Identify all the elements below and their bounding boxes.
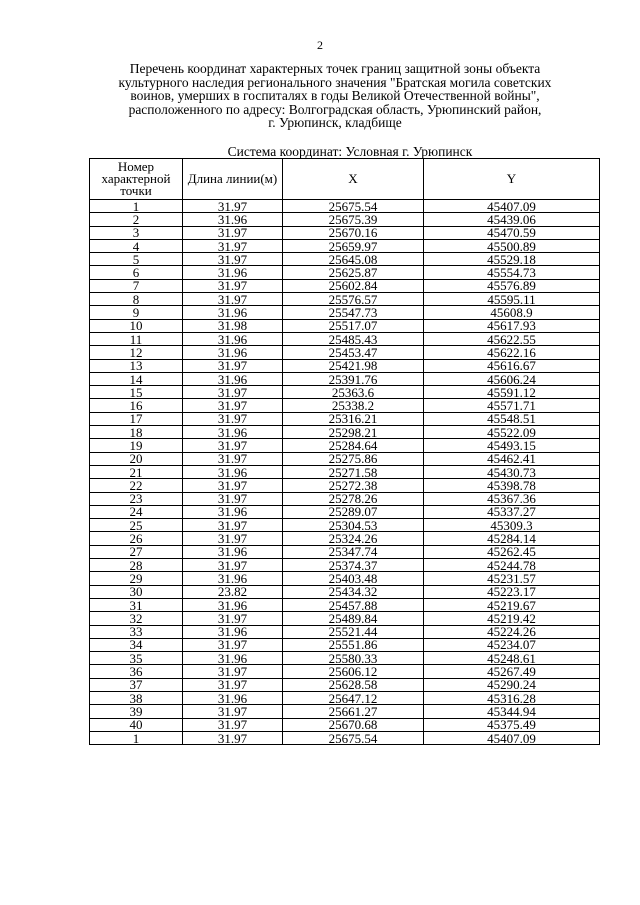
cell-point-number: 1	[90, 200, 183, 213]
cell-y: 45493.15	[424, 439, 600, 452]
cell-x: 25670.16	[283, 226, 424, 239]
cell-y: 45622.55	[424, 332, 600, 345]
table-header-row	[90, 159, 600, 200]
table-row	[90, 638, 600, 651]
cell-point-number: 5	[90, 253, 183, 266]
cell-line-length: 31.96	[183, 652, 283, 665]
table-row	[90, 426, 600, 439]
title-line: расположенного по адресу: Волгоградская область, Урюпинский район,	[128, 101, 542, 117]
table-row	[90, 412, 600, 425]
table-row	[90, 332, 600, 345]
cell-x: 25675.39	[283, 213, 424, 226]
cell-point-number: 1	[90, 731, 183, 744]
cell-y: 45500.89	[424, 239, 600, 252]
cell-point-number: 23	[90, 492, 183, 505]
cell-y: 45616.67	[424, 359, 600, 372]
cell-point-number: 3	[90, 226, 183, 239]
cell-point-number: 37	[90, 678, 183, 691]
table-row	[90, 200, 600, 213]
cell-x: 25316.21	[283, 412, 424, 425]
cell-y: 45248.61	[424, 652, 600, 665]
cell-y: 45367.36	[424, 492, 600, 505]
header-line-length: Длина линии(м)	[183, 159, 283, 200]
cell-point-number: 13	[90, 359, 183, 372]
cell-y: 45224.26	[424, 625, 600, 638]
cell-x: 25374.37	[283, 559, 424, 572]
cell-point-number: 30	[90, 585, 183, 598]
table-row	[90, 359, 600, 372]
cell-point-number: 35	[90, 652, 183, 665]
table-row	[90, 492, 600, 505]
cell-point-number: 29	[90, 572, 183, 585]
cell-x: 25403.48	[283, 572, 424, 585]
cell-y: 45430.73	[424, 465, 600, 478]
table-row	[90, 439, 600, 452]
cell-line-length: 31.96	[183, 625, 283, 638]
table-row	[90, 559, 600, 572]
table-row	[90, 678, 600, 691]
cell-x: 25670.68	[283, 718, 424, 731]
cell-x: 25551.86	[283, 638, 424, 651]
table-row	[90, 612, 600, 625]
cell-line-length: 31.97	[183, 439, 283, 452]
title-line: воинов, умерших в госпиталях в годы Великой Отечественной войны",	[130, 88, 540, 103]
table-row	[90, 479, 600, 492]
table-row	[90, 266, 600, 279]
header-x: X	[283, 159, 424, 200]
cell-point-number: 28	[90, 559, 183, 572]
cell-y: 45290.24	[424, 678, 600, 691]
cell-line-length: 31.97	[183, 399, 283, 412]
cell-point-number: 14	[90, 372, 183, 385]
cell-x: 25324.26	[283, 532, 424, 545]
cell-point-number: 27	[90, 545, 183, 558]
cell-point-number: 40	[90, 718, 183, 731]
cell-line-length: 23.82	[183, 585, 283, 598]
cell-line-length: 31.96	[183, 426, 283, 439]
title-line: Перечень координат характерных точек границ защитной зоны объекта	[129, 61, 541, 76]
cell-y: 45407.09	[424, 200, 600, 213]
cell-point-number: 36	[90, 665, 183, 678]
cell-x: 25645.08	[283, 253, 424, 266]
table-row	[90, 213, 600, 226]
cell-line-length: 31.96	[183, 266, 283, 279]
coordinate-system-label: Система координат: Условная г. Урюпинск	[227, 144, 473, 159]
cell-point-number: 33	[90, 625, 183, 638]
cell-line-length: 31.96	[183, 572, 283, 585]
cell-point-number: 20	[90, 452, 183, 465]
cell-line-length: 31.98	[183, 319, 283, 332]
table-row	[90, 226, 600, 239]
cell-y: 45284.14	[424, 532, 600, 545]
cell-line-length: 31.97	[183, 200, 283, 213]
cell-y: 45439.06	[424, 213, 600, 226]
cell-line-length: 31.97	[183, 492, 283, 505]
cell-line-length: 31.97	[183, 293, 283, 306]
cell-y: 45548.51	[424, 412, 600, 425]
cell-y: 45622.16	[424, 346, 600, 359]
cell-line-length: 31.96	[183, 346, 283, 359]
cell-x: 25659.97	[283, 239, 424, 252]
cell-y: 45344.94	[424, 705, 600, 718]
cell-line-length: 31.97	[183, 705, 283, 718]
cell-y: 45522.09	[424, 426, 600, 439]
cell-line-length: 31.97	[183, 665, 283, 678]
cell-point-number: 17	[90, 412, 183, 425]
cell-point-number: 11	[90, 332, 183, 345]
table-body	[90, 200, 600, 745]
cell-line-length: 31.97	[183, 226, 283, 239]
cell-y: 45234.07	[424, 638, 600, 651]
cell-y: 45337.27	[424, 505, 600, 518]
cell-x: 25606.12	[283, 665, 424, 678]
cell-x: 25547.73	[283, 306, 424, 319]
table-row	[90, 625, 600, 638]
cell-x: 25304.53	[283, 519, 424, 532]
cell-x: 25271.58	[283, 465, 424, 478]
cell-line-length: 31.97	[183, 678, 283, 691]
header-y: Y	[424, 159, 600, 200]
cell-point-number: 2	[90, 213, 183, 226]
cell-y: 45470.59	[424, 226, 600, 239]
table-row	[90, 718, 600, 731]
cell-line-length: 31.97	[183, 253, 283, 266]
cell-x: 25675.54	[283, 200, 424, 213]
cell-x: 25278.26	[283, 492, 424, 505]
cell-line-length: 31.96	[183, 598, 283, 611]
title-line: г. Урюпинск, кладбище	[268, 115, 402, 130]
cell-x: 25647.12	[283, 691, 424, 704]
cell-x: 25272.38	[283, 479, 424, 492]
cell-point-number: 31	[90, 598, 183, 611]
cell-y: 45316.28	[424, 691, 600, 704]
cell-point-number: 10	[90, 319, 183, 332]
cell-line-length: 31.96	[183, 306, 283, 319]
cell-y: 45554.73	[424, 266, 600, 279]
cell-point-number: 4	[90, 239, 183, 252]
cell-point-number: 9	[90, 306, 183, 319]
cell-x: 25661.27	[283, 705, 424, 718]
cell-y: 45617.93	[424, 319, 600, 332]
cell-line-length: 31.96	[183, 545, 283, 558]
cell-y: 45407.09	[424, 731, 600, 744]
cell-line-length: 31.97	[183, 452, 283, 465]
cell-x: 25363.6	[283, 386, 424, 399]
cell-point-number: 7	[90, 279, 183, 292]
cell-line-length: 31.96	[183, 372, 283, 385]
cell-line-length: 31.97	[183, 612, 283, 625]
cell-line-length: 31.97	[183, 479, 283, 492]
table-row	[90, 652, 600, 665]
cell-y: 45462.41	[424, 452, 600, 465]
table-row	[90, 598, 600, 611]
cell-point-number: 24	[90, 505, 183, 518]
table-row	[90, 452, 600, 465]
header-point-number: Номер характерной точки	[90, 159, 183, 200]
cell-y: 45231.57	[424, 572, 600, 585]
table-row	[90, 346, 600, 359]
cell-y: 45571.71	[424, 399, 600, 412]
table-row	[90, 731, 600, 744]
cell-line-length: 31.96	[183, 213, 283, 226]
cell-y: 45398.78	[424, 479, 600, 492]
table-row	[90, 585, 600, 598]
cell-x: 25434.32	[283, 585, 424, 598]
table-row	[90, 386, 600, 399]
cell-point-number: 34	[90, 638, 183, 651]
table-row	[90, 319, 600, 332]
cell-point-number: 25	[90, 519, 183, 532]
cell-x: 25275.86	[283, 452, 424, 465]
table-row	[90, 306, 600, 319]
cell-x: 25284.64	[283, 439, 424, 452]
cell-y: 45267.49	[424, 665, 600, 678]
cell-y: 45309.3	[424, 519, 600, 532]
cell-y: 45375.49	[424, 718, 600, 731]
cell-point-number: 6	[90, 266, 183, 279]
cell-line-length: 31.96	[183, 505, 283, 518]
table-row	[90, 532, 600, 545]
cell-point-number: 19	[90, 439, 183, 452]
table-row	[90, 665, 600, 678]
cell-x: 25625.87	[283, 266, 424, 279]
cell-y: 45244.78	[424, 559, 600, 572]
cell-point-number: 15	[90, 386, 183, 399]
cell-x: 25391.76	[283, 372, 424, 385]
cell-line-length: 31.97	[183, 532, 283, 545]
cell-y: 45223.17	[424, 585, 600, 598]
cell-point-number: 22	[90, 479, 183, 492]
cell-x: 25517.07	[283, 319, 424, 332]
table-row	[90, 505, 600, 518]
cell-x: 25521.44	[283, 625, 424, 638]
cell-point-number: 12	[90, 346, 183, 359]
cell-line-length: 31.96	[183, 691, 283, 704]
cell-y: 45608.9	[424, 306, 600, 319]
cell-y: 45595.11	[424, 293, 600, 306]
cell-line-length: 31.97	[183, 386, 283, 399]
cell-x: 25457.88	[283, 598, 424, 611]
cell-line-length: 31.97	[183, 279, 283, 292]
cell-point-number: 32	[90, 612, 183, 625]
cell-point-number: 21	[90, 465, 183, 478]
cell-point-number: 38	[90, 691, 183, 704]
cell-x: 25298.21	[283, 426, 424, 439]
cell-x: 25485.43	[283, 332, 424, 345]
cell-line-length: 31.97	[183, 239, 283, 252]
table-row	[90, 465, 600, 478]
cell-line-length: 31.97	[183, 718, 283, 731]
cell-x: 25576.57	[283, 293, 424, 306]
cell-x: 25602.84	[283, 279, 424, 292]
cell-x: 25489.84	[283, 612, 424, 625]
cell-y: 45219.42	[424, 612, 600, 625]
cell-line-length: 31.97	[183, 412, 283, 425]
table-row	[90, 545, 600, 558]
cell-x: 25453.47	[283, 346, 424, 359]
cell-x: 25675.54	[283, 731, 424, 744]
cell-y: 45591.12	[424, 386, 600, 399]
table-row	[90, 253, 600, 266]
coordinates-table	[89, 158, 600, 745]
page-number: 2	[317, 38, 323, 52]
cell-y: 45529.18	[424, 253, 600, 266]
table-row	[90, 372, 600, 385]
table-row	[90, 691, 600, 704]
document-title	[95, 62, 575, 130]
cell-y: 45219.67	[424, 598, 600, 611]
table-row	[90, 705, 600, 718]
cell-x: 25421.98	[283, 359, 424, 372]
cell-x: 25338.2	[283, 399, 424, 412]
cell-point-number: 26	[90, 532, 183, 545]
cell-point-number: 8	[90, 293, 183, 306]
cell-line-length: 31.96	[183, 465, 283, 478]
cell-x: 25628.58	[283, 678, 424, 691]
cell-line-length: 31.97	[183, 519, 283, 532]
title-line: культурного наследия регионального значения "Братская могила советских	[118, 74, 552, 90]
cell-line-length: 31.97	[183, 559, 283, 572]
cell-x: 25580.33	[283, 652, 424, 665]
table-row	[90, 572, 600, 585]
table-row	[90, 279, 600, 292]
cell-y: 45576.89	[424, 279, 600, 292]
cell-y: 45262.45	[424, 545, 600, 558]
cell-line-length: 31.96	[183, 332, 283, 345]
cell-x: 25347.74	[283, 545, 424, 558]
table-row	[90, 519, 600, 532]
cell-x: 25289.07	[283, 505, 424, 518]
cell-line-length: 31.97	[183, 638, 283, 651]
cell-point-number: 39	[90, 705, 183, 718]
table-row	[90, 239, 600, 252]
cell-point-number: 16	[90, 399, 183, 412]
cell-y: 45606.24	[424, 372, 600, 385]
table-row	[90, 399, 600, 412]
table-row	[90, 293, 600, 306]
cell-point-number: 18	[90, 426, 183, 439]
cell-line-length: 31.97	[183, 731, 283, 744]
cell-line-length: 31.97	[183, 359, 283, 372]
